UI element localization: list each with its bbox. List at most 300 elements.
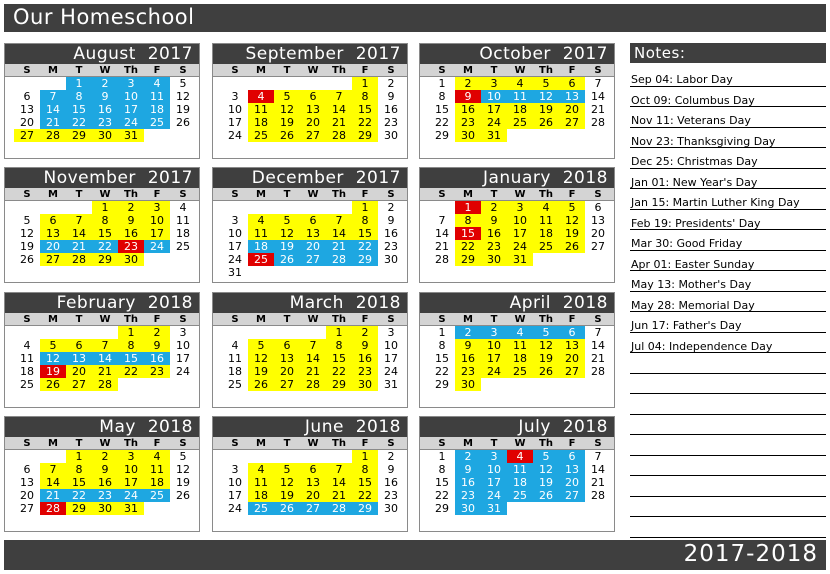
day-cell: 27 [300, 253, 326, 266]
day-cell: 3 [387, 326, 395, 339]
day-cell: 9 [387, 214, 395, 227]
weekday-label: S [23, 438, 31, 449]
day-cell: 6 [559, 77, 585, 90]
day-cell: 11 [20, 352, 34, 365]
day-cell: 10 [481, 90, 507, 103]
day-cell: 1 [352, 77, 378, 90]
day-cell: 14 [591, 90, 605, 103]
day-cell: 3 [231, 90, 239, 103]
day-cell: 1 [455, 201, 481, 214]
note-line: Nov 11: Veterans Day [630, 107, 826, 128]
weekday-label: Th [539, 65, 553, 76]
day-cell: 23 [384, 240, 398, 253]
day-cell: 10 [118, 90, 144, 103]
empty-day-cell [559, 378, 585, 391]
note-line: May 13: Mother's Day [630, 271, 826, 292]
weekday-label: T [490, 314, 498, 325]
weekday-label: W [307, 438, 319, 449]
empty-day-cell [326, 201, 352, 214]
weekday-label: S [438, 65, 446, 76]
day-cell: 18 [248, 240, 274, 253]
empty-day-cell [248, 326, 274, 339]
day-cell: 1 [438, 450, 446, 463]
month-title: May 2018 [5, 417, 199, 437]
day-cell: 1 [438, 77, 446, 90]
day-cell: 11 [507, 339, 533, 352]
note-line: Mar 30: Good Friday [630, 230, 826, 251]
day-cell: 12 [274, 103, 300, 116]
day-cell: 11 [144, 463, 170, 476]
day-cell: 30 [455, 502, 481, 515]
note-line [630, 394, 826, 415]
day-cell: 19 [533, 352, 559, 365]
day-cell: 1 [438, 326, 446, 339]
day-cell: 19 [559, 227, 585, 240]
day-cell: 7 [594, 77, 602, 90]
weekday-label: M [463, 438, 473, 449]
empty-day-cell [40, 450, 66, 463]
weekday-label: W [514, 189, 526, 200]
weekday-label: S [23, 314, 31, 325]
day-cell: 17 [228, 240, 242, 253]
month-title: June 2018 [213, 417, 407, 437]
day-cell: 2 [387, 77, 395, 90]
day-cell: 24 [118, 116, 144, 129]
weekday-label: T [75, 438, 83, 449]
weekday-label: T [283, 189, 291, 200]
empty-day-cell [274, 326, 300, 339]
weekday-header [213, 64, 407, 77]
day-cell: 19 [274, 240, 300, 253]
day-cell: 28 [40, 129, 66, 142]
day-cell: 12 [274, 227, 300, 240]
day-cell: 12 [533, 339, 559, 352]
day-cell: 22 [435, 116, 449, 129]
day-cell: 15 [66, 476, 92, 489]
day-cell: 24 [481, 489, 507, 502]
day-cell: 4 [23, 339, 31, 352]
weekday-label: S [387, 438, 395, 449]
day-cell: 21 [435, 240, 449, 253]
day-cell: 4 [248, 90, 274, 103]
weekday-label: F [361, 189, 369, 200]
day-cell: 5 [274, 214, 300, 227]
title-banner [4, 4, 826, 32]
day-cell: 8 [455, 214, 481, 227]
weekday-label: M [463, 189, 473, 200]
day-cell: 6 [300, 214, 326, 227]
day-cell: 24 [176, 365, 190, 378]
empty-day-cell [300, 266, 326, 279]
weekday-label: S [438, 314, 446, 325]
weekday-header [5, 188, 199, 201]
day-cell: 9 [387, 463, 395, 476]
weekday-label: W [307, 189, 319, 200]
day-cell: 29 [352, 502, 378, 515]
month-title: December 2017 [213, 168, 407, 188]
footer-banner [4, 540, 826, 570]
weekday-header [420, 313, 614, 326]
day-cell: 12 [274, 476, 300, 489]
day-cell: 20 [300, 489, 326, 502]
day-cell: 12 [248, 352, 274, 365]
day-cell: 21 [591, 476, 605, 489]
day-cell: 31 [118, 502, 144, 515]
day-cell: 18 [507, 103, 533, 116]
note-line [630, 517, 826, 538]
note-line [630, 476, 826, 497]
day-cell: 18 [176, 227, 190, 240]
day-cell: 11 [507, 463, 533, 476]
month-calendar-january [419, 167, 615, 283]
day-cell: 31 [507, 253, 533, 266]
day-cell: 30 [384, 129, 398, 142]
day-cell: 2 [92, 77, 118, 90]
day-cell: 3 [481, 450, 507, 463]
day-cell: 22 [352, 116, 378, 129]
day-cell: 13 [66, 352, 92, 365]
day-cell: 26 [248, 378, 274, 391]
day-cell: 2 [387, 201, 395, 214]
day-cell: 5 [274, 463, 300, 476]
empty-day-cell [248, 266, 274, 279]
day-cell: 23 [144, 365, 170, 378]
day-cell: 20 [300, 240, 326, 253]
day-cell: 3 [481, 77, 507, 90]
day-cell: 12 [20, 227, 34, 240]
month-calendar-april [419, 292, 615, 408]
day-cell: 21 [40, 116, 66, 129]
day-cell: 16 [481, 227, 507, 240]
weekday-label: S [594, 189, 602, 200]
empty-day-cell [248, 450, 274, 463]
day-cell: 15 [352, 476, 378, 489]
day-cell: 24 [118, 489, 144, 502]
day-cell: 28 [591, 365, 605, 378]
empty-day-cell [222, 77, 248, 90]
weekday-label: Th [124, 65, 138, 76]
day-cell: 26 [533, 365, 559, 378]
day-cell: 4 [144, 77, 170, 90]
day-cell: 24 [481, 116, 507, 129]
note-line: Jul 04: Independence Day [630, 333, 826, 354]
note-line: Apr 01: Easter Sunday [630, 251, 826, 272]
weekday-label: Th [332, 314, 346, 325]
empty-day-cell [170, 253, 196, 266]
weekday-label: T [283, 65, 291, 76]
weekday-label: W [307, 65, 319, 76]
day-cell: 11 [248, 227, 274, 240]
month-title: March 2018 [213, 293, 407, 313]
weekday-label: M [48, 438, 58, 449]
day-cell: 18 [533, 227, 559, 240]
empty-day-cell [40, 201, 66, 214]
weekday-header [213, 437, 407, 450]
day-cell: 28 [300, 378, 326, 391]
weekday-label: M [48, 65, 58, 76]
day-cell: 2 [481, 201, 507, 214]
day-cell: 8 [352, 463, 378, 476]
weekday-label: M [256, 314, 266, 325]
day-cell: 29 [352, 129, 378, 142]
day-cell: 4 [507, 77, 533, 90]
day-cell: 31 [118, 129, 144, 142]
day-cell: 11 [144, 90, 170, 103]
day-cell: 27 [300, 129, 326, 142]
day-cell: 24 [481, 365, 507, 378]
day-cell: 23 [455, 116, 481, 129]
empty-day-cell [222, 450, 248, 463]
empty-day-cell [40, 77, 66, 90]
day-cell: 7 [40, 463, 66, 476]
day-cell: 18 [144, 476, 170, 489]
day-cell: 27 [559, 489, 585, 502]
weekday-label: W [514, 314, 526, 325]
day-cell: 21 [66, 240, 92, 253]
note-line [630, 415, 826, 436]
weekday-label: T [490, 438, 498, 449]
weekday-label: F [153, 438, 161, 449]
note-line: Jun 17: Father's Day [630, 312, 826, 333]
empty-day-cell [533, 502, 559, 515]
day-cell: 12 [40, 352, 66, 365]
day-cell: 14 [326, 103, 352, 116]
empty-day-cell [144, 129, 170, 142]
day-cell: 16 [144, 352, 170, 365]
day-cell: 25 [176, 240, 190, 253]
day-cell: 21 [92, 365, 118, 378]
empty-day-cell [14, 77, 40, 90]
day-cell: 30 [384, 502, 398, 515]
day-cell: 28 [40, 502, 66, 515]
weekday-header [5, 313, 199, 326]
day-cell: 16 [384, 227, 398, 240]
day-cell: 18 [248, 116, 274, 129]
day-cell: 17 [144, 227, 170, 240]
day-cell: 13 [20, 103, 34, 116]
day-cell: 10 [481, 339, 507, 352]
day-cell: 5 [274, 90, 300, 103]
empty-day-cell [248, 201, 274, 214]
day-cell: 6 [23, 90, 31, 103]
weekday-label: S [438, 438, 446, 449]
empty-day-cell [326, 266, 352, 279]
day-cell: 10 [118, 463, 144, 476]
day-cell: 9 [144, 339, 170, 352]
day-cell: 15 [118, 352, 144, 365]
day-cell: 9 [387, 90, 395, 103]
day-cell: 3 [118, 450, 144, 463]
day-cell: 5 [533, 326, 559, 339]
weekday-label: T [75, 314, 83, 325]
day-cell: 29 [66, 129, 92, 142]
day-cell: 8 [66, 90, 92, 103]
day-cell: 11 [248, 103, 274, 116]
day-cell: 29 [326, 378, 352, 391]
empty-day-cell [118, 378, 144, 391]
notes-panel [630, 43, 826, 538]
month-calendar-december [212, 167, 408, 283]
empty-day-cell [533, 378, 559, 391]
day-cell: 8 [352, 214, 378, 227]
day-cell: 23 [352, 365, 378, 378]
empty-day-cell [585, 253, 611, 266]
day-cell: 30 [92, 502, 118, 515]
day-cell: 13 [559, 339, 585, 352]
weekday-label: Th [124, 189, 138, 200]
day-cell: 25 [20, 378, 34, 391]
day-cell: 20 [559, 476, 585, 489]
empty-day-cell [14, 450, 40, 463]
month-title: August 2017 [5, 44, 199, 64]
day-cell: 7 [326, 214, 352, 227]
weekday-label: Th [124, 314, 138, 325]
day-cell: 19 [40, 365, 66, 378]
weekday-label: W [99, 189, 111, 200]
day-cell: 21 [591, 352, 605, 365]
day-cell: 13 [300, 476, 326, 489]
day-cell: 14 [40, 103, 66, 116]
day-cell: 30 [481, 253, 507, 266]
day-cell: 30 [384, 253, 398, 266]
weekday-label: S [231, 65, 239, 76]
day-cell: 27 [559, 116, 585, 129]
empty-day-cell [326, 450, 352, 463]
day-cell: 22 [92, 240, 118, 253]
day-cell: 7 [594, 450, 602, 463]
day-cell: 3 [179, 326, 187, 339]
empty-day-cell [66, 201, 92, 214]
day-cell: 22 [66, 489, 92, 502]
day-cell: 24 [144, 240, 170, 253]
day-cell: 23 [455, 489, 481, 502]
day-cell: 5 [179, 450, 187, 463]
day-cell: 3 [481, 326, 507, 339]
note-line: Jan 15: Martin Luther King Day [630, 189, 826, 210]
day-cell: 5 [23, 214, 31, 227]
day-cell: 21 [326, 489, 352, 502]
day-cell: 30 [118, 253, 144, 266]
weekday-label: M [463, 65, 473, 76]
day-cell: 7 [66, 214, 92, 227]
day-cell: 15 [92, 227, 118, 240]
weekday-label: Th [539, 438, 553, 449]
day-cell: 14 [66, 227, 92, 240]
day-cell: 20 [559, 352, 585, 365]
day-cell: 8 [438, 463, 446, 476]
empty-day-cell [585, 502, 611, 515]
day-cell: 3 [118, 77, 144, 90]
empty-day-cell [507, 502, 533, 515]
day-cell: 13 [591, 214, 605, 227]
empty-day-cell [300, 77, 326, 90]
empty-day-cell [533, 129, 559, 142]
day-cell: 18 [507, 352, 533, 365]
weekday-label: W [514, 65, 526, 76]
day-cell: 27 [274, 378, 300, 391]
day-cell: 27 [40, 253, 66, 266]
weekday-label: S [179, 189, 187, 200]
day-cell: 12 [559, 214, 585, 227]
day-cell: 2 [118, 201, 144, 214]
note-line: Nov 23: Thanksgiving Day [630, 128, 826, 149]
empty-day-cell [274, 77, 300, 90]
weekday-label: S [387, 314, 395, 325]
day-cell: 26 [274, 502, 300, 515]
day-cell: 29 [66, 502, 92, 515]
day-cell: 14 [92, 352, 118, 365]
empty-day-cell [222, 326, 248, 339]
empty-day-cell [66, 326, 92, 339]
day-cell: 28 [591, 489, 605, 502]
note-line [630, 374, 826, 395]
empty-day-cell [14, 326, 40, 339]
day-cell: 30 [92, 129, 118, 142]
day-cell: 14 [40, 476, 66, 489]
day-cell: 28 [591, 116, 605, 129]
weekday-label: M [48, 314, 58, 325]
empty-day-cell [559, 253, 585, 266]
month-title: February 2018 [5, 293, 199, 313]
day-cell: 2 [455, 450, 481, 463]
month-calendar-november [4, 167, 200, 283]
weekday-label: S [594, 314, 602, 325]
weekday-header [213, 313, 407, 326]
weekday-label: W [99, 438, 111, 449]
day-cell: 18 [507, 476, 533, 489]
day-cell: 20 [274, 365, 300, 378]
note-line [630, 456, 826, 477]
day-cell: 22 [455, 240, 481, 253]
day-cell: 11 [533, 214, 559, 227]
day-cell: 3 [231, 214, 239, 227]
day-cell: 16 [118, 227, 144, 240]
weekday-label: M [256, 438, 266, 449]
empty-day-cell [559, 502, 585, 515]
day-cell: 9 [118, 214, 144, 227]
weekday-label: F [568, 189, 576, 200]
note-line [630, 435, 826, 456]
day-cell: 23 [118, 240, 144, 253]
day-cell: 13 [559, 90, 585, 103]
day-cell: 7 [92, 339, 118, 352]
day-cell: 13 [300, 227, 326, 240]
weekday-label: M [48, 189, 58, 200]
day-cell: 16 [352, 352, 378, 365]
empty-day-cell [144, 378, 170, 391]
day-cell: 10 [144, 214, 170, 227]
month-title: January 2018 [420, 168, 614, 188]
month-calendar-march [212, 292, 408, 408]
day-cell: 15 [326, 352, 352, 365]
day-cell: 14 [326, 476, 352, 489]
day-cell: 7 [40, 90, 66, 103]
day-cell: 26 [533, 489, 559, 502]
day-cell: 20 [591, 227, 605, 240]
day-cell: 12 [176, 90, 190, 103]
day-cell: 8 [66, 463, 92, 476]
day-cell: 1 [92, 201, 118, 214]
day-cell: 10 [228, 227, 242, 240]
day-cell: 17 [228, 116, 242, 129]
day-cell: 26 [533, 116, 559, 129]
day-cell: 17 [384, 352, 398, 365]
day-cell: 21 [326, 240, 352, 253]
note-line [630, 353, 826, 374]
day-cell: 27 [14, 129, 40, 142]
empty-day-cell [300, 450, 326, 463]
day-cell: 9 [481, 214, 507, 227]
